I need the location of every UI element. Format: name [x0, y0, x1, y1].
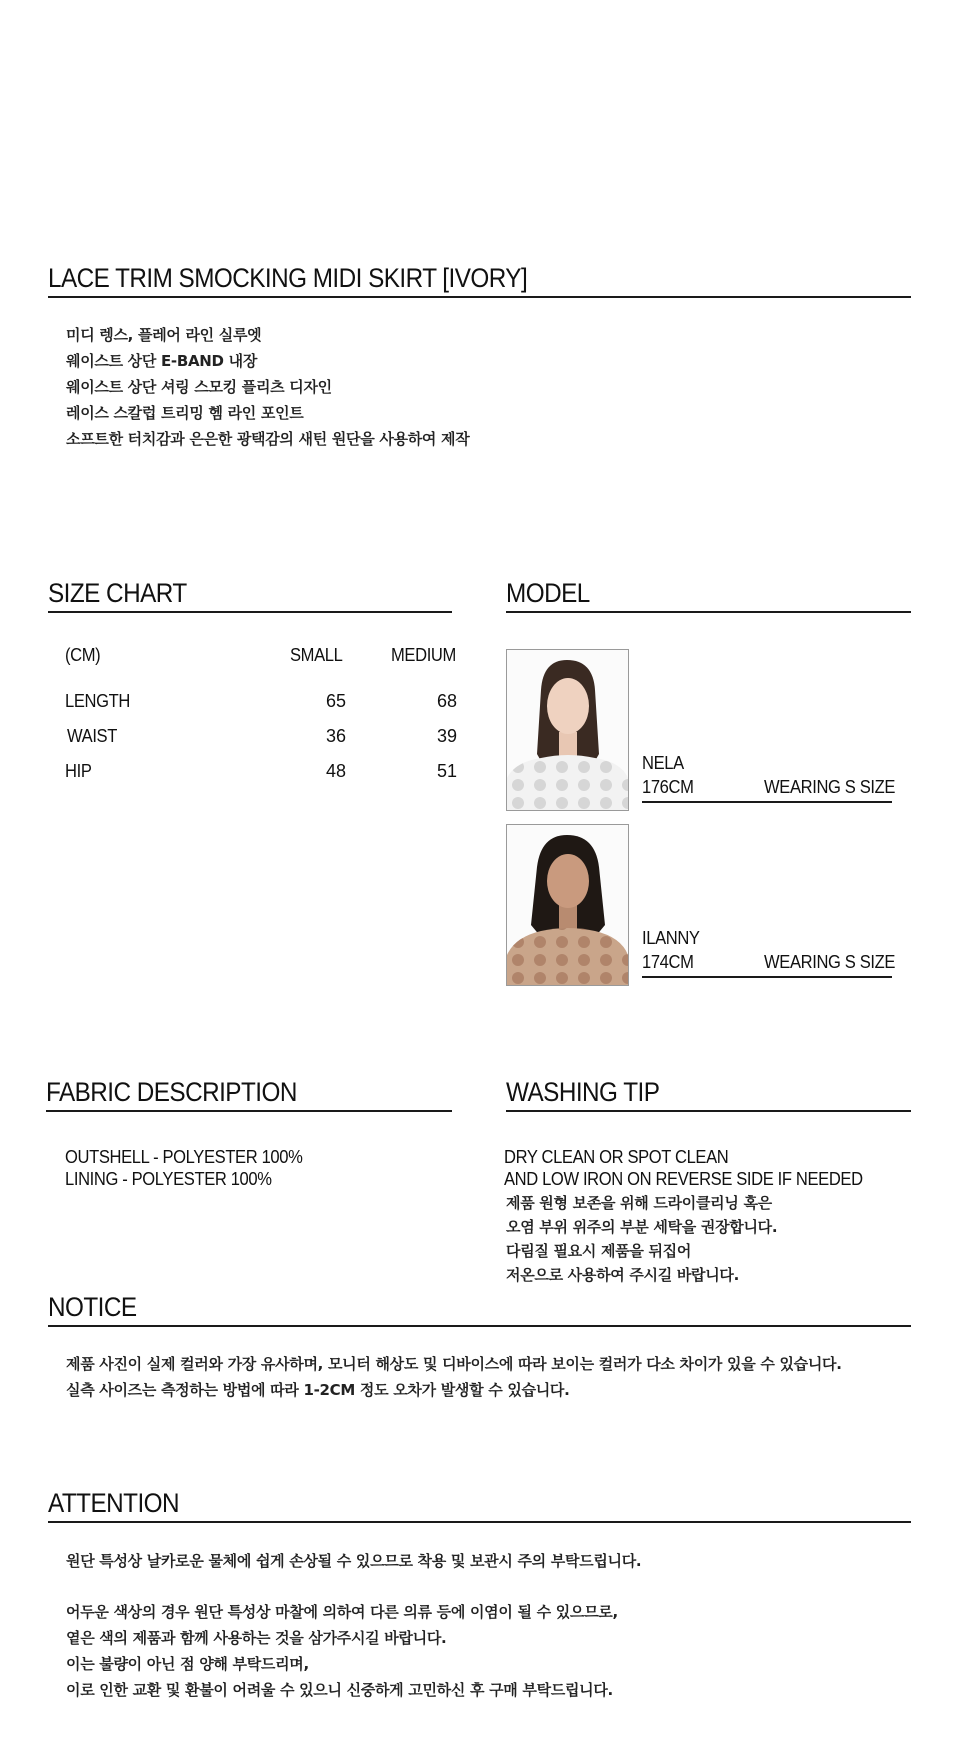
row-label: HIP [65, 761, 92, 781]
model-wearing-size: WEARING S SIZE [764, 952, 896, 972]
washing-ko-line: 오염 부위 위주의 부분 세탁을 권장합니다. [506, 1218, 778, 1236]
attention-line: 어두운 색상의 경우 원단 특성상 마찰에 의하여 다른 의류 등에 이염이 될 수 있으므로, [66, 1603, 618, 1621]
attention-lines [66, 1599, 618, 1703]
notice-line: 제품 사진이 실제 컬러와 가장 유사하며, 모니터 해상도 및 디바이스에 따라 보이는 컬러가 다소 차이가 있을 수 있습니다. [66, 1355, 842, 1373]
detail-line: 소프트한 터치감과 은은한 광택감의 새틴 원단을 사용하여 제작 [66, 430, 470, 448]
model-heading: MODEL [506, 578, 590, 608]
washing-divider [506, 1110, 911, 1112]
size-chart-divider [48, 611, 452, 613]
model-divider [506, 611, 911, 613]
attention-line: 이는 불량이 아닌 점 양해 부탁드리며, [66, 1655, 309, 1673]
model-photo-ilanny [506, 824, 629, 986]
size-chart-heading: SIZE CHART [48, 578, 187, 608]
washing-ko-line: 저온으로 사용하여 주시길 바랍니다. [506, 1266, 740, 1284]
model-photo-nela [506, 649, 629, 811]
model-info-divider [642, 976, 892, 978]
model-wearing-size: WEARING S SIZE [764, 777, 896, 797]
fabric-line: LINING - POLYESTER 100% [65, 1169, 272, 1189]
value-small: 36 [325, 726, 346, 746]
col-header-small: SMALL [290, 645, 343, 665]
value-medium: 51 [436, 761, 457, 781]
model-info-divider [642, 801, 892, 803]
attention-line: 이로 인한 교환 및 환불이 어려울 수 있으니 신중하게 고민하신 후 구매 부탁드립니다. [66, 1681, 613, 1699]
notice-divider [48, 1325, 911, 1327]
washing-heading: WASHING TIP [506, 1077, 660, 1107]
col-header-medium: MEDIUM [391, 645, 456, 665]
fabric-heading: FABRIC DESCRIPTION [46, 1077, 297, 1107]
title-divider [48, 296, 911, 298]
model-height: 176CM [642, 777, 694, 797]
product-details [66, 322, 469, 452]
value-medium: 39 [436, 726, 457, 746]
model-height: 174CM [642, 952, 694, 972]
size-unit-label: (CM) [65, 645, 101, 665]
notice-line: 실측 사이즈는 측정하는 방법에 따라 1-2CM 정도 오차가 발생할 수 있습니다. [66, 1381, 570, 1399]
model-name: NELA [642, 753, 684, 773]
row-label: LENGTH [65, 691, 130, 711]
model-portrait-illustration [507, 825, 628, 985]
notice-heading: NOTICE [48, 1292, 137, 1322]
model-portrait-illustration [507, 650, 628, 810]
fabric-lines [65, 1146, 302, 1190]
value-small: 48 [325, 761, 346, 781]
washing-en-lines [504, 1146, 863, 1190]
attention-line: 옅은 색의 제품과 함께 사용하는 것을 삼가주시길 바랍니다. [66, 1629, 447, 1647]
washing-ko-line: 다림질 필요시 제품을 뒤집어 [506, 1242, 692, 1260]
fabric-line: OUTSHELL - POLYESTER 100% [65, 1147, 303, 1167]
detail-line: 미디 렝스, 플레어 라인 실루엣 [66, 326, 262, 344]
washing-ko-lines [506, 1191, 777, 1287]
washing-ko-line: 제품 원형 보존을 위해 드라이클리닝 혹은 [506, 1194, 772, 1212]
detail-line: 웨이스트 상단 셔링 스모킹 플리츠 디자인 [66, 378, 332, 396]
detail-line: 웨이스트 상단 E-BAND 내장 [66, 352, 258, 370]
detail-line: 레이스 스칼럽 트리밍 헴 라인 포인트 [66, 404, 304, 422]
washing-line: AND LOW IRON ON REVERSE SIDE IF NEEDED [504, 1169, 863, 1189]
value-small: 65 [325, 691, 346, 711]
value-medium: 68 [436, 691, 457, 711]
model-name: ILANNY [642, 928, 700, 948]
row-label: WAIST [67, 726, 117, 746]
product-title: LACE TRIM SMOCKING MIDI SKIRT [IVORY] [48, 263, 528, 293]
notice-lines [66, 1351, 842, 1403]
washing-line: DRY CLEAN OR SPOT CLEAN [504, 1147, 729, 1167]
attention-line: 원단 특성상 날카로운 물체에 쉽게 손상될 수 있으므로 착용 및 보관시 주의 부탁드립니다. [66, 1552, 642, 1570]
attention-divider [48, 1521, 911, 1523]
fabric-divider [46, 1110, 452, 1112]
attention-heading: ATTENTION [48, 1488, 180, 1518]
